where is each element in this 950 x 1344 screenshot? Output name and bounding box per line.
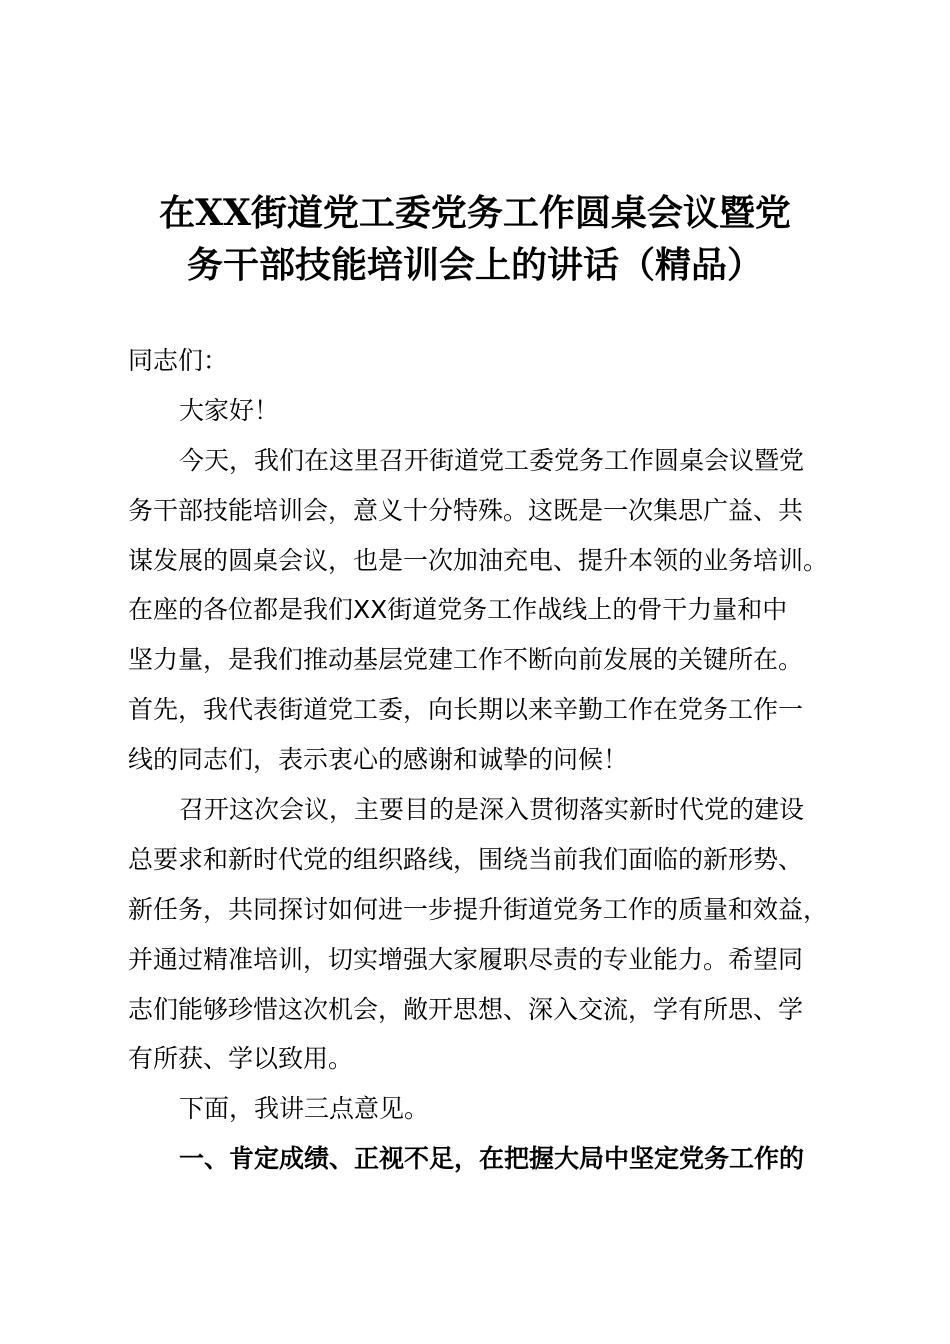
paragraph-line: 今天，我们在这里召开街道党工委党务工作圆桌会议暨党 — [179, 445, 805, 475]
paragraph-line: 总要求和新时代党的组织路线，围绕当前我们面临的新形势、 — [128, 844, 804, 874]
section-heading-1: 一、肯定成绩、正视不足，在把握大局中坚定党务工作的 — [179, 1144, 805, 1174]
document-body — [128, 336, 828, 1184]
paragraph-line: 务干部技能培训会，意义十分特殊。这既是一次集思广益、共 — [128, 495, 804, 525]
paragraph-line: 志们能够珍惜这次机会，敞开思想、深入交流，学有所思、学 — [128, 994, 804, 1024]
paragraph-line: 谋发展的圆桌会议，也是一次加油充电、提升本领的业务培训。 — [128, 545, 829, 575]
document-title-line-1: 在XX街道党工委党务工作圆桌会议暨党 — [159, 192, 791, 234]
paragraph-line: 有所获、学以致用。 — [128, 1044, 354, 1074]
paragraph-line: 新任务，共同探讨如何进一步提升街道党务工作的质量和效益， — [128, 894, 829, 924]
paragraph-line: 首先，我代表街道党工委，向长期以来辛勤工作在党务工作一 — [128, 695, 804, 725]
greeting: 大家好！ — [179, 395, 280, 425]
paragraph-line: 召开这次会议，主要目的是深入贯彻落实新时代党的建设 — [179, 795, 805, 825]
salutation: 同志们： — [128, 346, 229, 375]
paragraph-line: 线的同志们，表示衷心的感谢和诚挚的问候！ — [128, 745, 629, 775]
paragraph-line: 并通过精准培训，切实增强大家履职尽责的专业能力。希望同 — [128, 944, 804, 974]
paragraph-line: 在座的各位都是我们XX街道党务工作战线上的骨干力量和中 — [128, 595, 788, 625]
document-title-line-2: 务干部技能培训会上的讲话（精品） — [186, 244, 763, 286]
paragraph-line: 下面，我讲三点意见。 — [179, 1094, 430, 1124]
paragraph-line: 坚力量，是我们推动基层党建工作不断向前发展的关键所在。 — [128, 645, 804, 675]
